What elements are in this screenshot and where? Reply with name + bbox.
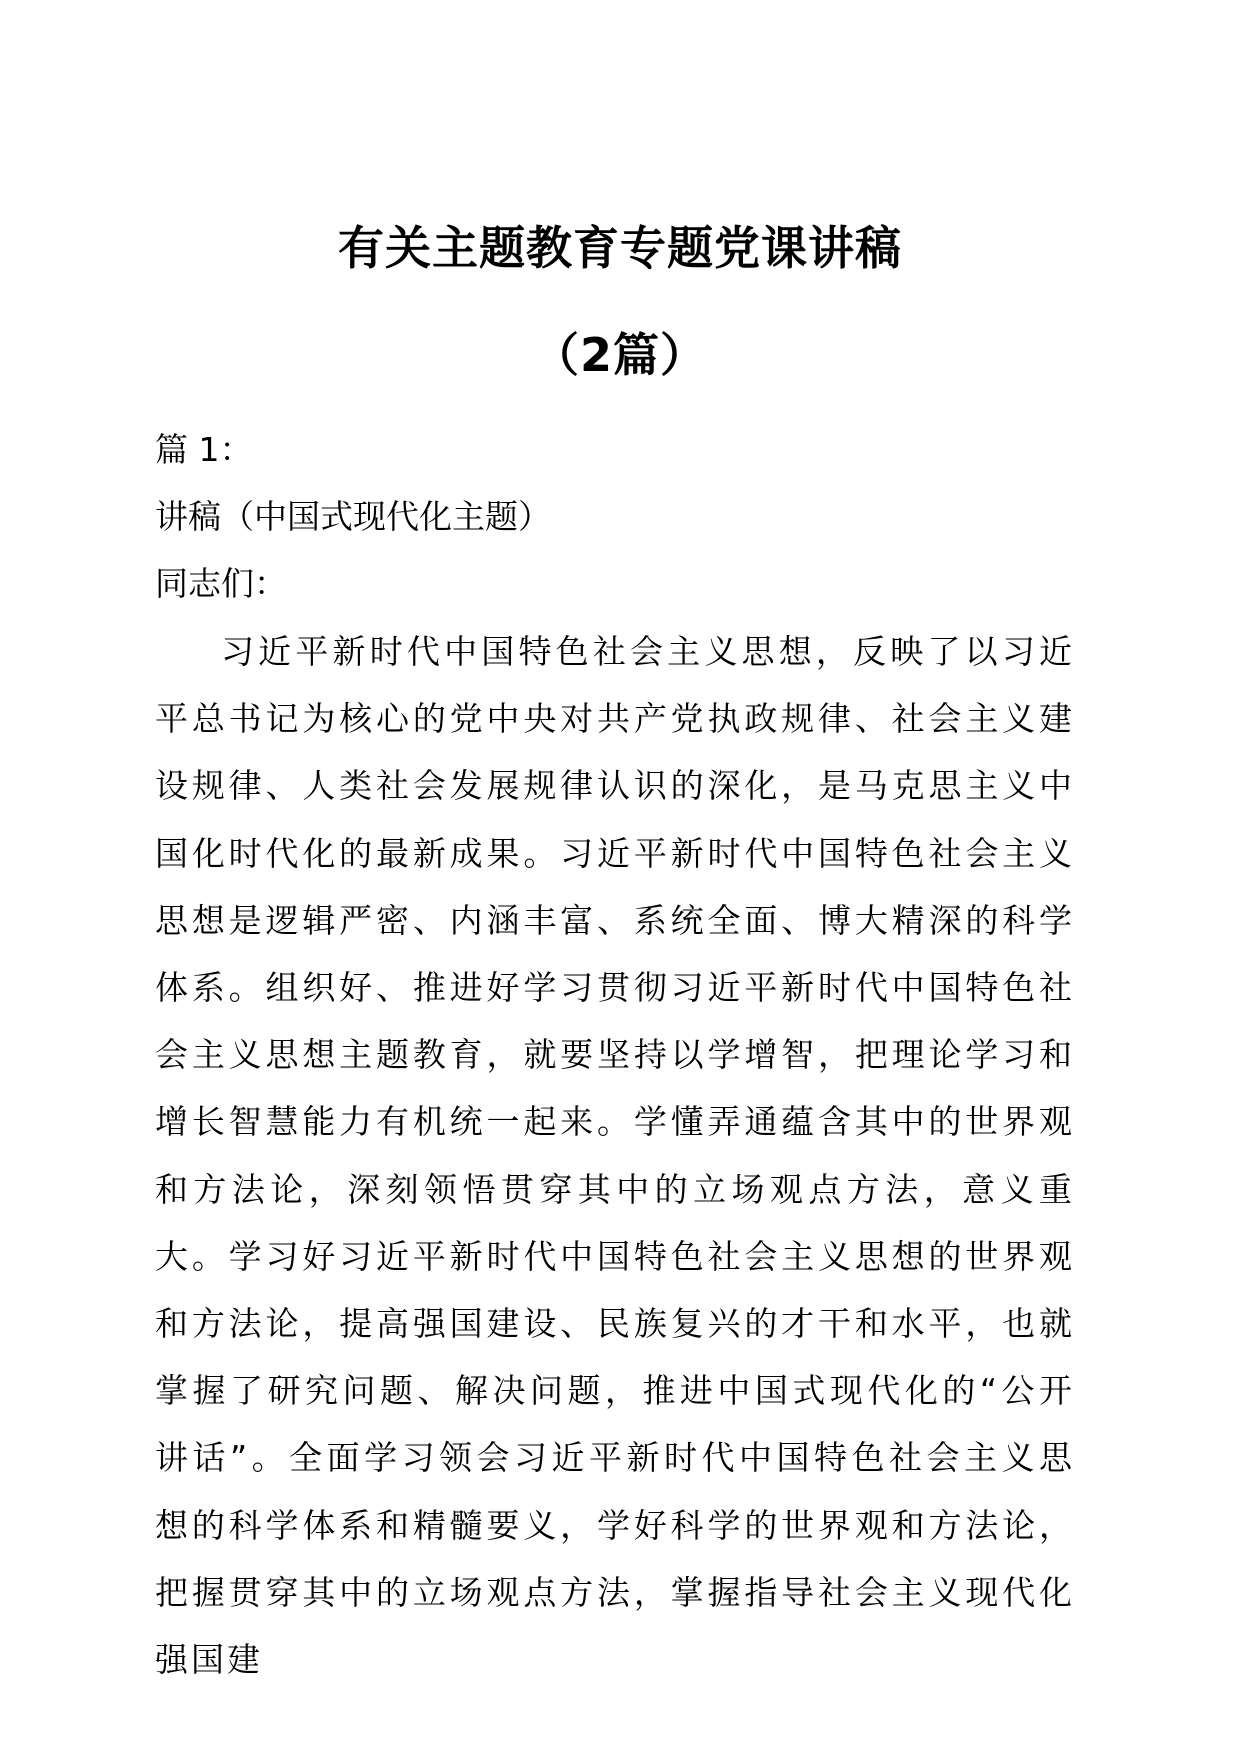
document-subtitle: （2篇） — [532, 328, 707, 382]
body-paragraph: 习近平新时代中国特色社会主义思想，反映了以习近平总书记为核心的党中央对共产党执政规律、社会主义建设规律、人类社会发展规律认识的深化，是马克思主义中国化时代化的最新成果。习近平新时代中国特色社会主义思想是逻辑严密、内涵丰富、系统全面、博大精深的科学体系。组织好、推进好学习贯彻习近平新时代中国特色社会主义思想主题教育，就要坚持以学增智，把理论学习和增长智慧能力有机统一起来。学懂弄通蕴含其中的世界观和方法论，深刻领悟贯穿其中的立场观点方法，意义重大。学习好习近平新时代中国特色社会主义思想的世界观和方法论，提高强国建设、民族复兴的才干和水平，也就掌握了研究问题、解决问题，推进中国式现代化的“公开讲话”。全面学习领会习近平新时代中国特色社会主义思想的科学体系和精髓要义，学好科学的世界观和方法论，把握贯穿其中的立场观点方法，掌握指导社会主义现代化强国建 — [155, 632, 1075, 1680]
section-heading: 讲稿（中国式现代化主题） — [155, 497, 551, 536]
document-title: 有关主题教育专题党课讲稿 — [338, 221, 902, 275]
salutation: 同志们： — [155, 564, 287, 603]
part-label: 篇 1： — [155, 430, 253, 469]
